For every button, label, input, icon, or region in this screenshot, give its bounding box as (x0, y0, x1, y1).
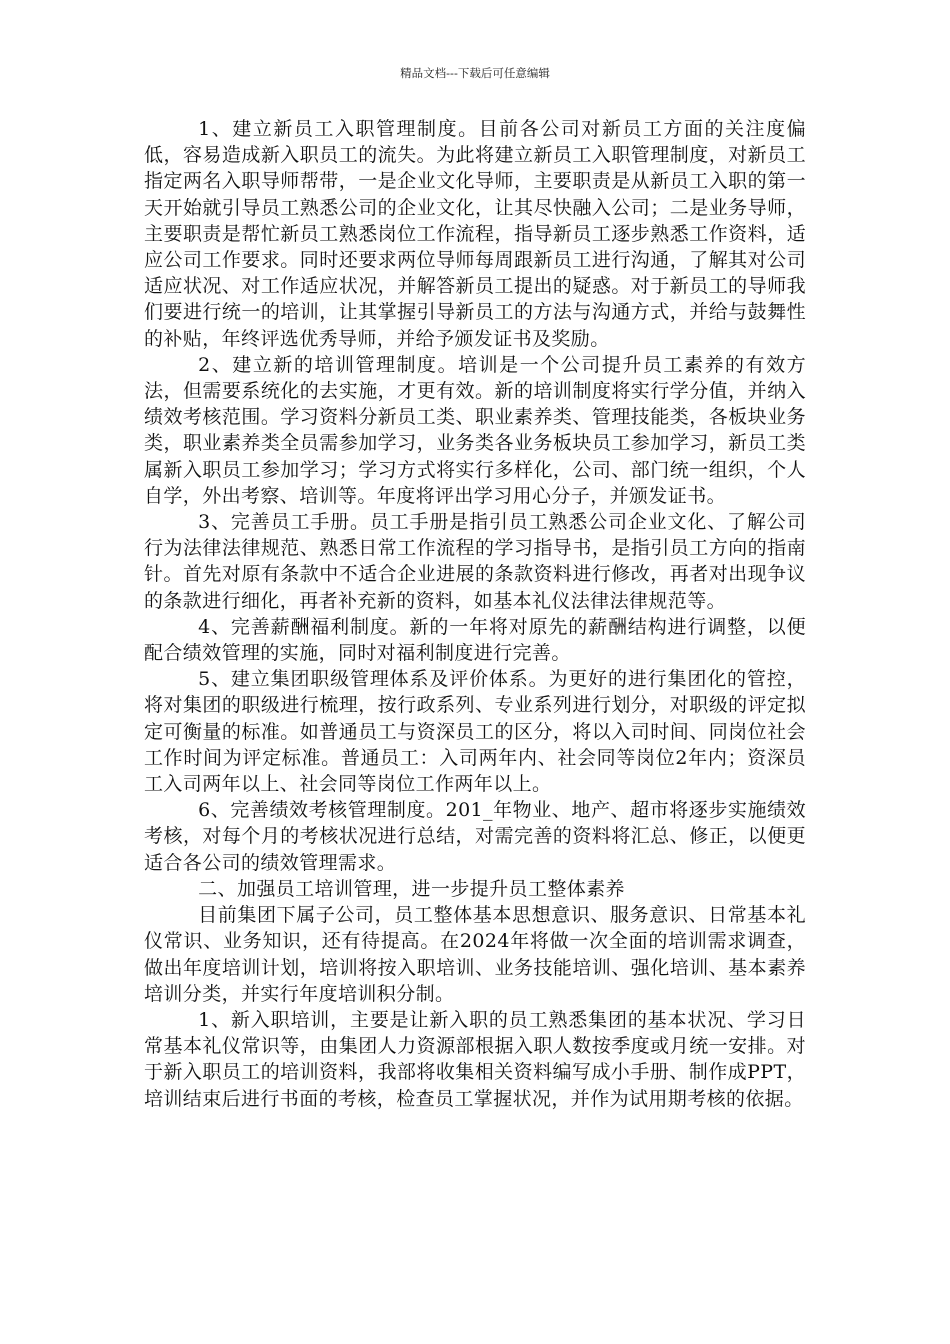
paragraph-onboarding-training: 1、新入职培训，主要是让新入职的员工熟悉集团的基本状况、学习日常基本礼仪常识等，由集团人力资源部根据入职人数按季度或月统一安排。对于新入职员工的培训资料，我部将收集相关资料编写成小手册、制作成PPT，培训结束后进行书面的考核，检查员工掌握状况，并作为试用期考核的依据。 (144, 1008, 806, 1110)
paragraph-training-overview: 目前集团下属子公司，员工整体基本思想意识、服务意识、日常基本礼仪常识、业务知识，还有待提高。在2024年将做一次全面的培训需求调查，做出年度培训计划，培训将按入职培训、业务技能培训、强化培训、基本素养培训分类，并实行年度培训积分制。 (144, 904, 806, 1005)
section-heading-training: 二、加强员工培训管理，进一步提升员工整体素养 (198, 877, 625, 900)
paragraph-employee-handbook: 3、完善员工手册。员工手册是指引员工熟悉公司企业文化、了解公司行为法律法律规范、熟悉日常工作流程的学习指导书，是指引员工方向的指南针。首先对原有条款中不适合企业进展的条款资料进行修改，再者对出现争议的条款进行细化，再者补充新的资料，如基本礼仪法律法律规范等。 (144, 511, 806, 612)
page-header: 精品文档---下载后可任意编辑 (400, 66, 550, 80)
paragraph-performance-management: 6、完善绩效考核管理制度。201_年物业、地产、超市将逐步实施绩效考核，对每个月的考核状况进行总结，对需完善的资料将汇总、修正，以便更适合各公司的绩效管理需求。 (144, 799, 806, 874)
paragraph-new-employee-onboarding: 1、建立新员工入职管理制度。目前各公司对新员工方面的关注度偏低，容易造成新入职员工的流失。为此将建立新员工入职管理制度，对新员工指定两名入职导师帮带，一是企业文化导师，主要职责是从新员工入职的第一天开始就引导员工熟悉公司的企业文化，让其尽快融入公司；二是业务导师，主要职责是帮忙新员工熟悉岗位工作流程，指导新员工逐步熟悉工作资料，适应公司工作要求。同时还要求两位导师每周跟新员工进行沟通，了解其对公司适应状况、对工作适应状况，并解答新员工提出的疑惑。对于新员工的导师我们要进行统一的培训，让其掌握引导新员工的方法与沟通方式，并给与鼓舞性的补贴，年终评选优秀导师，并给予颁发证书及奖励。 (144, 118, 806, 350)
paragraph-job-grading: 5、建立集团职级管理体系及评价体系。为更好的进行集团化的管控，将对集团的职级进行梳理，按行政系列、专业系列进行划分，对职级的评定拟定可衡量的标准。如普通员工与资深员工的区分，将以入司时间、同岗位社会工作时间为评定标准。普通员工：入司两年内、社会同等岗位2年内；资深员工入司两年以上、社会同等岗位工作两年以上。 (144, 668, 806, 796)
document-body (144, 116, 806, 1112)
paragraph-compensation: 4、完善薪酬福利制度。新的一年将对原先的薪酬结构进行调整，以便配合绩效管理的实施，同时对福利制度进行完善。 (144, 615, 806, 665)
paragraph-training-system: 2、建立新的培训管理制度。培训是一个公司提升员工素养的有效方法，但需要系统化的去实施，才更有效。新的培训制度将实行学分值，并纳入绩效考核范围。学习资料分新员工类、职业素养类、管理技能类，各板块业务类，职业素养类全员需参加学习，业务类各业务板块员工参加学习，新员工类属新入职员工参加学习；学习方式将实行多样化，公司、部门统一组织，个人自学，外出考察、培训等。年度将评出学习用心分子，并颁发证书。 (144, 353, 806, 507)
